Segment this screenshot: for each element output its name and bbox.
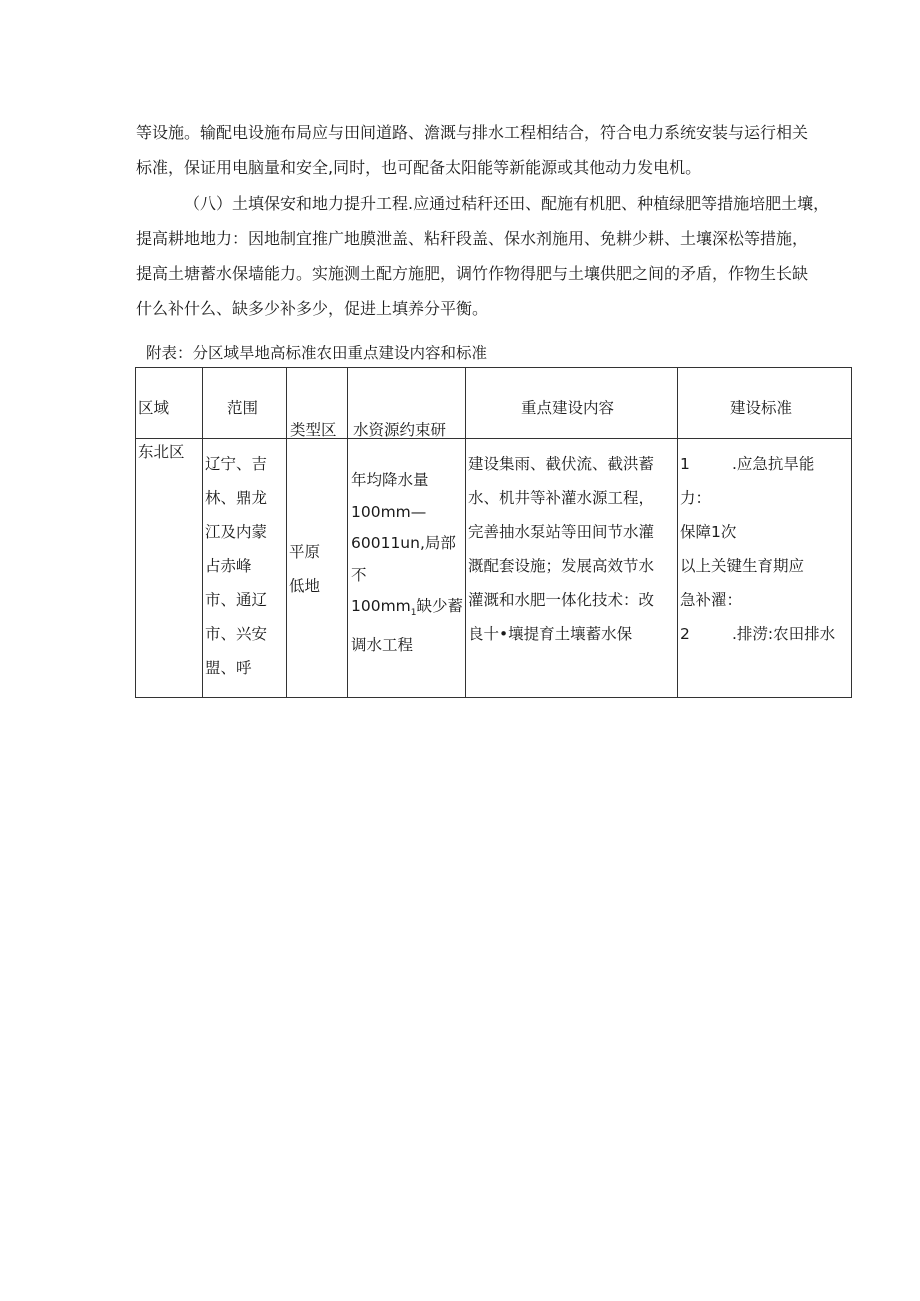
standard-line: 以上关键生育期应: [680, 557, 805, 575]
cell-scope: [203, 439, 287, 698]
text-line: 提高耕地地力：因地制宜推广地膜泄盖、粘秆段盖、保水剂施用、免耕少耕、土壤深松等措施，: [136, 229, 809, 248]
text-line: 标准，保证用电脑量和安全,同时，也可配备太阳能等新能源或其他动力发电机。: [136, 158, 702, 177]
header-region: 区域: [138, 399, 170, 417]
standard-line: [680, 617, 851, 651]
water-line: [351, 591, 465, 630]
standard-text: .排涝:农田排水: [732, 625, 836, 643]
standards-table: [135, 367, 852, 698]
region-name: 东北区: [138, 443, 185, 461]
standard-number: 1: [680, 455, 690, 473]
scope-line: 市、兴安: [205, 625, 268, 643]
type-line: 平原: [289, 543, 321, 561]
header-cell-type: [287, 368, 348, 439]
scope-line: 辽宁、吉: [205, 455, 268, 473]
text-line: 提高土塘蓄水保墙能力。实施测土配方施肥，调竹作物得肥与土壤供肥之间的矛盾，作物生长缺: [136, 264, 809, 283]
scope-line: 江及内蒙: [205, 523, 268, 541]
header-cell-region: [136, 368, 203, 439]
water-line: 60011un,局部: [351, 534, 456, 552]
content-line: 完善抽水泵站等田间节水灌: [468, 523, 655, 541]
header-scope: 范围: [227, 399, 259, 417]
header-cell-standard: [678, 368, 852, 439]
table-header-row: [136, 368, 852, 439]
content-line: 灌溉和水肥一体化技术：改: [468, 591, 655, 609]
standard-number: 2: [680, 625, 690, 643]
cell-water: [348, 439, 466, 698]
standard-line: 保障1次: [680, 523, 737, 541]
table-row-northeast: [136, 439, 852, 698]
type-line: 低地: [289, 577, 321, 595]
cell-type: [287, 439, 348, 698]
standard-line: 急补濯：: [680, 591, 743, 609]
text-line: 什么补什么、缺多少补多少，促进上填养分平衡。: [136, 299, 489, 318]
paragraph-soil-improvement: [136, 186, 852, 326]
standard-line: 力：: [680, 489, 712, 507]
header-cell-water: [348, 368, 466, 439]
content-line: 溉配套设施；发展高效节水: [468, 557, 655, 575]
content-line: 建设集雨、截伏流、截洪蓄: [468, 455, 655, 473]
cell-content: [466, 439, 678, 698]
header-standard: 建设标准: [730, 399, 793, 417]
scope-line: 市、通辽: [205, 591, 268, 609]
content-line: 水、机井等补灌水源工程，: [468, 489, 655, 507]
paragraph-power-facilities: [136, 115, 852, 185]
header-cell-scope: [203, 368, 287, 439]
table-caption: 附表：分区域旱地高标准农田重点建设内容和标准: [146, 344, 488, 362]
cell-standard: [678, 439, 852, 698]
text-line: 等设施。输配电设施布局应与田间道路、澹溉与排水工程相结合，符合电力系统安装与运行相关: [136, 123, 809, 142]
standard-text: .应急抗旱能: [732, 455, 815, 473]
water-line: 100mm—: [351, 502, 427, 521]
water-value: 100mm: [351, 597, 411, 615]
water-line: 年均降水量: [351, 471, 429, 489]
header-cell-content: [466, 368, 678, 439]
header-water: 水资源约束研: [353, 421, 447, 439]
cell-region: [136, 439, 203, 698]
standard-line: [680, 447, 851, 481]
scope-line: 林、鼎龙: [205, 489, 268, 507]
water-line: 调水工程: [351, 635, 414, 654]
water-line: 不: [351, 565, 367, 584]
scope-line: 占赤峰: [205, 557, 252, 575]
water-value: 缺少蓄: [416, 597, 464, 615]
scope-line: 盟、呼: [205, 659, 252, 677]
header-type: 类型区: [290, 421, 337, 439]
text-line: （八）土填保安和地力提升工程.应通过秸秆还田、配施有机肥、种植绿肥等措施培肥土壤，: [184, 194, 830, 213]
water-subscript: 1: [410, 608, 417, 619]
header-content: 重点建设内容: [521, 399, 615, 417]
content-line: 良十•壤提育土壤蓄水保: [468, 625, 633, 643]
